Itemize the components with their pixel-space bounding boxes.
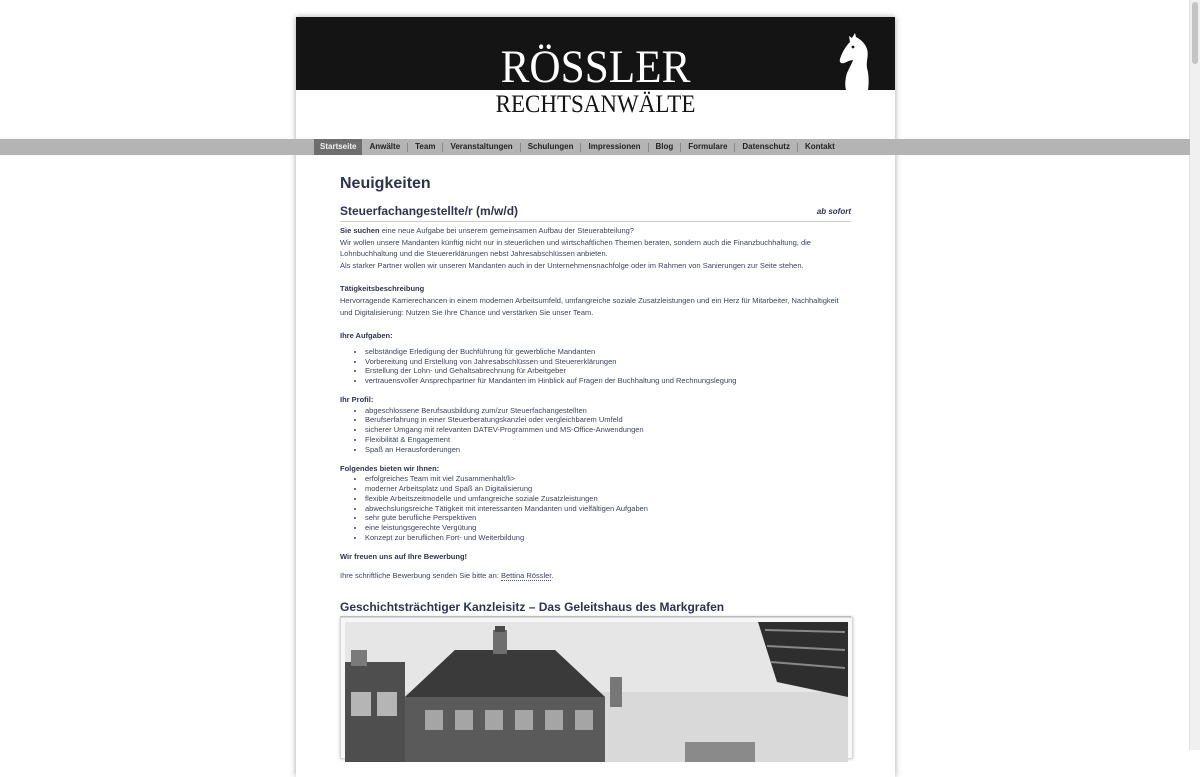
article-paragraph: Hervorragende Karrierechancen in einem modernen Arbeitsumfeld, umfangreiche soziale Zusatzleistungen und ein Herz für Mitarbeiter, Nachhaltigkeit und Digitalisierung: Nutzen Sie Ihre Chance und verstärken Sie unser Team. (340, 295, 839, 317)
tasks-heading: Ihre Aufgaben: (340, 331, 393, 341)
list-item: • abwechslungsreiche Tätigkeit mit interessanten Mandanten und vielfältigen Aufgaben (365, 504, 851, 514)
offer-list (340, 474, 851, 543)
building-photo-image (345, 622, 848, 762)
article-title[interactable]: Steuerfachangestellte/r (m/w/d) (340, 204, 519, 218)
list-item: • vertrauensvoller Ansprechpartner für Mandanten im Hinblick auf Fragen der Buchhaltung und Rechnungslegung (365, 376, 851, 386)
closing-text (340, 551, 851, 563)
list-item: • selbständige Erledigung der Buchführung für gewerbliche Mandanten (365, 347, 851, 357)
apply-text (340, 570, 851, 582)
nav-item-veranstaltungen[interactable]: Veranstaltungen (450, 142, 513, 151)
list-item: • Erstellung der Lohn- und Gehaltsabrechnung für Arbeitgeber (365, 366, 851, 376)
logo-text-roessler: RÖSSLER (500, 41, 691, 93)
nav-item-impressionen[interactable]: Impressionen (588, 142, 641, 151)
nav-item-startseite[interactable]: Startseite (314, 139, 362, 155)
list-item: • Konzept zur beruflichen Fort- und Weiterbildung (365, 533, 851, 543)
list-item: • erfolgreiches Team mit viel Zusammenhalt/li> (365, 474, 851, 484)
article-header (340, 203, 851, 222)
nav-item-kontakt[interactable]: Kontakt (804, 142, 835, 151)
section-heading (340, 463, 851, 475)
list-item: • sicherer Umgang mit relevanten DATEV-Programmen und MS-Office-Anwendungen (365, 425, 851, 435)
list-item: • sehr gute berufliche Perspektiven (365, 513, 851, 523)
section-heading (340, 394, 851, 406)
nav-item-team[interactable]: Team (415, 142, 436, 151)
article2-title[interactable]: Geschichtsträchtiger Kanzleisitz – Das Geleitshaus des Markgrafen (340, 599, 851, 617)
list-item: • flexible Arbeitszeitmodelle und umfangreiche soziale Zusatzleistungen (365, 494, 851, 504)
page-title: Neuigkeiten (340, 175, 431, 192)
article-photo (340, 617, 853, 759)
article-paragraph: Als starker Partner wollen wir unseren Mandanten auch in der Unternehmensnachfolge oder im Rahmen von Sanierungen zur Seite stehen. (340, 260, 804, 270)
section-heading (340, 330, 851, 342)
contact-link-bettina[interactable]: Bettina Rössler (500, 571, 552, 581)
main-content (340, 174, 851, 617)
tasks-list (340, 347, 851, 386)
scrollbar-thumb[interactable] (1192, 2, 1198, 64)
apply-prefix: Ihre schriftliche Bewerbung senden Sie bitte an: (340, 571, 501, 581)
nav-item-anwaelte[interactable]: Anwälte (369, 142, 401, 151)
profile-heading: Ihr Profil: (340, 394, 374, 404)
nav-item-formulare[interactable]: Formulare (688, 142, 728, 151)
apply-suffix: . (551, 571, 554, 581)
list-item: • eine leistungsgerechte Vergütung (365, 523, 851, 533)
main-navigation (0, 139, 1190, 155)
article-date: ab sofort (816, 207, 851, 216)
intro-bold: Sie suchen (340, 226, 380, 235)
list-item: • Berufserfahrung in einer Steuerberatungskanzlei oder vergleichbarem Umfeld (365, 415, 851, 425)
nav-item-datenschutz[interactable]: Datenschutz (742, 142, 790, 151)
nav-item-schulungen[interactable]: Schulungen (527, 142, 574, 151)
list-item: • Flexibilität & Engagement (365, 435, 851, 445)
logo-text-rechtsanwaelte: RECHTSANWÄLTE (495, 91, 696, 118)
profile-list (340, 406, 851, 455)
list-item: • Spaß an Herausforderungen (365, 445, 851, 455)
section-heading (340, 283, 851, 295)
article-intro (340, 225, 851, 237)
list-item: • Vorbereitung und Erstellung von Jahresabschlüssen und Steuererklärungen (365, 357, 851, 367)
intro-text: eine neue Aufgabe bei unserem gemeinsamen Aufbau der Steuerabteilung? (379, 226, 634, 235)
nav-menu (314, 139, 842, 155)
list-item: • moderner Arbeitsplatz und Spaß an Digitalisierung (365, 484, 851, 494)
page-scrollbar[interactable] (1189, 0, 1200, 750)
knight-chess-horse-icon (836, 33, 876, 91)
list-item: • abgeschlossene Berufsausbildung zum/zur Steuerfachangestellten (365, 406, 851, 416)
article-paragraph: Wir wollen unsere Mandanten künftig nicht nur in steuerlichen und wirtschaftlichen Themen beraten, sondern auch die Finanzbuchhaltung, die Lohnbuchhaltung und die Steuererklärungen nebst Jahresabschlüssen anbieten. (340, 237, 811, 259)
offer-heading: Folgendes bieten wir Ihnen: (340, 463, 440, 473)
desc-heading: Tätigkeitsbeschreibung (340, 284, 425, 294)
closing-bold: Wir freuen uns auf Ihre Bewerbung! (340, 551, 468, 561)
nav-item-blog[interactable]: Blog (655, 142, 674, 151)
